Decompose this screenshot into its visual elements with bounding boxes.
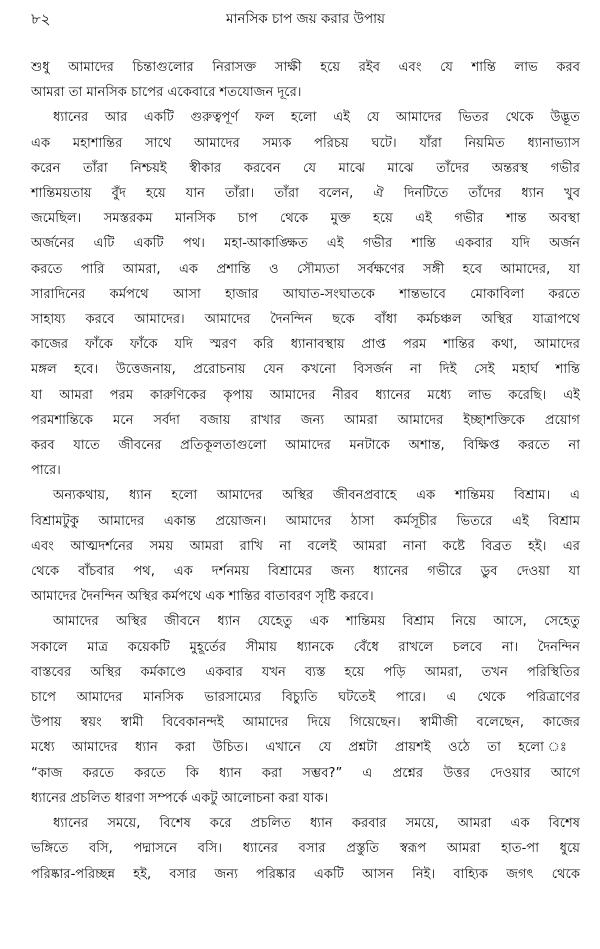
text-line: করতে পারি আমরা, এক প্রশান্তি ও সৌম্যতা সর্বক্ষণের সঙ্গী হবে আমাদের, যা <box>31 261 580 277</box>
text-line: থেকে বাঁচবার পথ, এক দর্শনময় বিশ্রামের জন্য ধ্যানের গভীরে ডুব দেওয়া যা <box>31 564 580 580</box>
text-line: সকালে মাত্র কয়েকটি মুহূর্তের সীমায় ধ্যানকে বেঁধে রাখলে চলবে না। দৈনন্দিন <box>31 639 580 655</box>
text-line: বিশ্রামটুকু আমাদের একান্ত প্রয়োজন। আমাদের ঠাসা কর্মসূচীর ভিতরে এই বিশ্রাম <box>31 513 580 529</box>
text-line: উপায় স্বয়ং স্বামী বিবেকানন্দই আমাদের দিয়ে গিয়েছেন। স্বামীজী বলেছেন, কাজের <box>31 715 580 731</box>
text-line: ধ্যানের আর একটি গুরুত্বপূর্ণ ফল হলো এই যে আমাদের ভিতর থেকে উদ্ভূত <box>53 110 580 126</box>
text-line: “কাজ করতে করতে কি ধ্যান করা সম্ভব?” এ প্রশ্নের উত্তর দেওয়ার আগে <box>31 765 580 781</box>
running-title: মানসিক চাপ জয় করার উপায় <box>225 11 385 27</box>
text-line: অন্যকথায়, ধ্যান হলো আমাদের অস্থির জীবনপ্রবাহে এক শান্তিময় বিশ্রাম। এ <box>53 488 580 504</box>
text-line: পরমশান্তিকে মনে সর্বদা বজায় রাখার জন্য আমরা আমাদের ইচ্ছাশক্তিকে প্রয়োগ <box>31 412 580 428</box>
text-line: শুধু আমাদের চিন্তাগুলোর নিরাসক্ত সাক্ষী হয়ে রইব এবং যে শান্তি লাভ করব <box>31 60 580 75</box>
text-line: চাপে আমাদের মানসিক ভারসাম্যের বিচ্যুতি ঘটতেই পারে। এ থেকে পরিত্রাণের <box>31 690 580 706</box>
text-line: ভঙ্গিতে বসি, পদ্মাসনে বসি। ধ্যানের বসার প্রস্তুতি স্বরূপ আমরা হাত-পা ধুয়ে <box>31 841 580 857</box>
text-line: ধ্যানের প্রচলিত ধারণা সম্পর্কে একটু আলোচনা করা যাক। <box>31 790 329 806</box>
text-line: এক মহাশান্তির সাথে আমাদের সম্যক পরিচয় ঘটে। যাঁরা নিয়মিত ধ্যানাভ্যাস <box>31 135 580 151</box>
page-number: ৮২ <box>31 10 51 28</box>
text-line: কাজের ফাঁকে ফাঁকে যদি স্মরণ করি ধ্যানাবস্থায় প্রাপ্ত পরম শান্তির কথা, আমাদের <box>31 337 580 353</box>
page-header <box>31 6 580 32</box>
text-line: বাস্তবের অস্থির কর্মকাণ্ডে একবার যখন ব্যস্ত হয়ে পড়ি আমরা, তখন পরিস্থিতির <box>31 664 580 680</box>
text-line: মধ্যে আমাদের ধ্যান করা উচিত। এখানে যে প্রশ্নটা প্রায়শই ওঠে তা হলো ঃ <box>31 740 580 756</box>
text-line: আমাদের অস্থির জীবনে ধ্যান যেহেতু এক শান্তিময় বিশ্রাম নিয়ে আসে, সেহেতু <box>53 614 580 630</box>
text-line: মঙ্গল হবে। উত্তেজনায়, প্ররোচনায় যেন কখনো বিসর্জন না দিই সেই মহার্ঘ শান্তি <box>31 362 580 378</box>
text-line: সাহায্য করবে আমাদের। আমাদের দৈনন্দিন ছকে বাঁধা কর্মচঞ্চল অস্থির যাত্রাপথে <box>31 312 580 328</box>
text-line: ধ্যানের সময়ে, বিশেষ করে প্রচলিত ধ্যান করবার সময়ে, আমরা এক বিশেষ <box>53 816 580 832</box>
text-line: এবং আত্মদর্শনের সময় আমরা রাখি না বলেই আমরা নানা কষ্টে বিব্রত হই। এর <box>31 538 580 554</box>
body-text <box>31 55 580 887</box>
text-line: সারাদিনের কর্মপথে আসা হাজার আঘাত-সংঘাতকে শান্তভাবে মোকাবিলা করতে <box>31 286 580 302</box>
text-line: আমাদের দৈনন্দিন অস্থির কর্মপথে এক শান্তির বাতাবরণ সৃষ্টি করবে। <box>31 589 374 605</box>
text-line: পারে। <box>31 463 61 479</box>
text-line: আমরা তা মানসিক চাপের একেবারে শতযোজন দূরে। <box>31 85 302 101</box>
text-line: যা আমরা পরম কারুণিকের কৃপায় আমাদের নীরব ধ্যানের মধ্যে লাভ করেছি। এই <box>31 387 580 403</box>
text-line: শান্তিময়তায় বুঁদ হয়ে যান তাঁরা। তাঁরা বলেন, ঐ দিনটিতে তাঁদের ধ্যান খুব <box>31 186 580 202</box>
text-line: অর্জনের এটি একটি পথ। মহা-আকাঙ্ক্ষিত এই গভীর শান্তি একবার যদি অর্জন <box>31 236 580 252</box>
text-line: করেন তাঁরা নিশ্চয়ই স্বীকার করবেন যে মাঝে মাঝে তাঁদের অন্তরস্থ গভীর <box>31 160 580 176</box>
text-line: করব যাতে জীবনের প্রতিকূলতাগুলো আমাদের মনটাকে অশান্ত, বিক্ষিপ্ত করতে না <box>31 438 580 454</box>
text-line: জমেছিল। সমস্তরকম মানসিক চাপ থেকে মুক্ত হয়ে এই গভীর শান্ত অবস্থা <box>31 211 580 227</box>
text-line: পরিষ্কার-পরিচ্ছন্ন হই, বসার জন্য পরিষ্কার একটি আসন নিই। বাহ্যিক জগৎ থেকে <box>31 866 580 882</box>
